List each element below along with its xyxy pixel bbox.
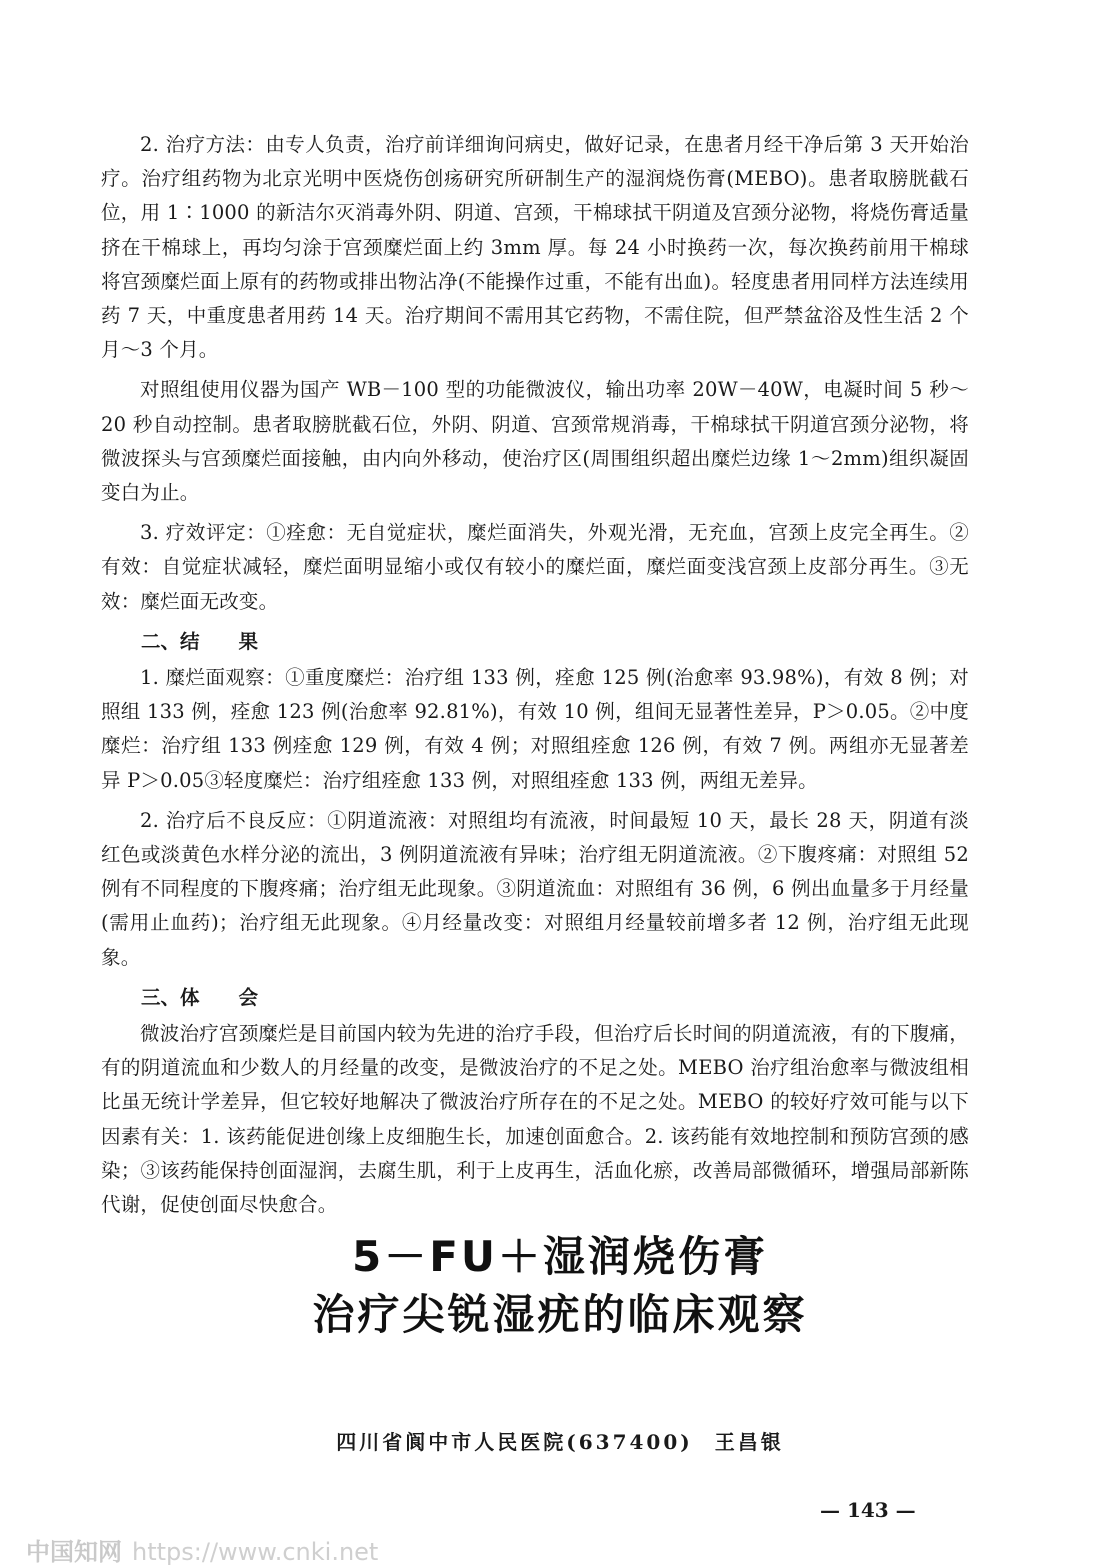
paragraph-treatment-method: 2. 治疗方法：由专人负责，治疗前详细询问病史，做好记录，在患者月经干净后第 3 天开始治疗。治疗组药物为北京光明中医烧伤创疡研究所研制生产的湿润烧伤膏(MEBO)。患者取膀胱截石位，用 1∶1000 的新洁尔灭消毒外阴、阴道、宫颈，干棉球拭干阴道及宫颈分泌物，将烧伤膏适量挤在干棉球上，再均匀涂于宫颈糜烂面上约 3mm 厚。每 24 小时换药一次，每次换药前用干棉球将宫颈糜烂面上原有的药物或排出物沾净(不能操作过重，不能有出血)。轻度患者用同样方法连续用药 7 天，中重度患者用药 14 天。治疗期间不需用其它药物，不需住院，但严禁盆浴及性生活 2 个月～3 个月。 bbox=[101, 133, 969, 362]
page-number: — 143 — bbox=[820, 1498, 916, 1522]
next-article-title-line-1: 5－FU＋湿润烧伤膏 bbox=[351, 1232, 769, 1281]
watermark-logo: 中国知网 bbox=[26, 1538, 122, 1566]
next-article-title-line-2: 治疗尖锐湿疣的临床观察 bbox=[312, 1290, 808, 1339]
affiliation: 四川省阆中市人民医院(637400) bbox=[336, 1430, 693, 1454]
article-body bbox=[101, 128, 969, 1228]
paragraph-discussion: 微波治疗宫颈糜烂是目前国内较为先进的治疗手段，但治疗后长时间的阴道流液，有的下腹痛，有的阴道流血和少数人的月经量的改变，是微波治疗的不足之处。MEBO 治疗组治愈率与微波组相比虽无统计学差异，但它较好地解决了微波治疗所存在的不足之处。MEBO 的较好疗效可能与以下因素有关：1. 该药能促进创缘上皮细胞生长，加速创面愈合。2. 该药能有效地控制和预防宫颈的感染；③该药能保持创面湿润，去腐生肌，利于上皮再生，活血化瘀，改善局部微循环，增强局部新陈代谢，促使创面尽快愈合。 bbox=[101, 1022, 969, 1217]
author-affiliation-line bbox=[0, 1426, 1120, 1455]
watermark-url: https://www.cnki.net bbox=[132, 1538, 379, 1566]
paragraph-erosion-observation: 1. 糜烂面观察：①重度糜烂：治疗组 133 例，痊愈 125 例(治愈率 93.98%)，有效 8 例；对照组 133 例，痊愈 123 例(治愈率 92.81%)，有效 10 例，组间无显著性差异，P＞0.05。②中度糜烂：治疗组 133 例痊愈 129 例，有效 4 例；对照组痊愈 126 例，有效 7 例。两组亦无显著差异 P＞0.05③轻度糜烂：治疗组痊愈 133 例，对照组痊愈 133 例，两组无差异。 bbox=[101, 666, 969, 792]
section-heading-discussion: 三、体 会 bbox=[141, 985, 259, 1009]
cnki-watermark bbox=[26, 1532, 378, 1567]
author-name: 王昌银 bbox=[714, 1430, 784, 1454]
section-heading-results: 二、结 果 bbox=[141, 629, 259, 653]
paragraph-efficacy-criteria: 3. 疗效评定：①痊愈：无自觉症状，糜烂面消失，外观光滑，无充血，宫颈上皮完全再生。②有效：自觉症状减轻，糜烂面明显缩小或仅有较小的糜烂面，糜烂面变浅宫颈上皮部分再生。③无效：糜烂面无改变。 bbox=[101, 521, 969, 613]
paragraph-control-group: 对照组使用仪器为国产 WB－100 型的功能微波仪，输出功率 20W－40W，电凝时间 5 秒～20 秒自动控制。患者取膀胱截石位，外阴、阴道、宫颈常规消毒，干棉球拭干阴道宫颈分泌物，将微波探头与宫颈糜烂面接触，由内向外移动，使治疗区(周围组织超出糜烂边缘 1～2mm)组织凝固变白为止。 bbox=[101, 378, 969, 505]
paragraph-adverse-reactions: 2. 治疗后不良反应：①阴道流液：对照组均有流液，时间最短 10 天，最长 28 天，阴道有淡红色或淡黄色水样分泌的流出，3 例阴道流液有异味；治疗组无阴道流液。②下腹疼痛：对照组 52 例有不同程度的下腹疼痛；治疗组无此现象。③阴道流血：对照组有 36 例，6 例出血量多于月经量(需用止血药)；治疗组无此现象。④月经量改变：对照组月经量较前增多者 12 例，治疗组无此现象。 bbox=[101, 808, 969, 969]
